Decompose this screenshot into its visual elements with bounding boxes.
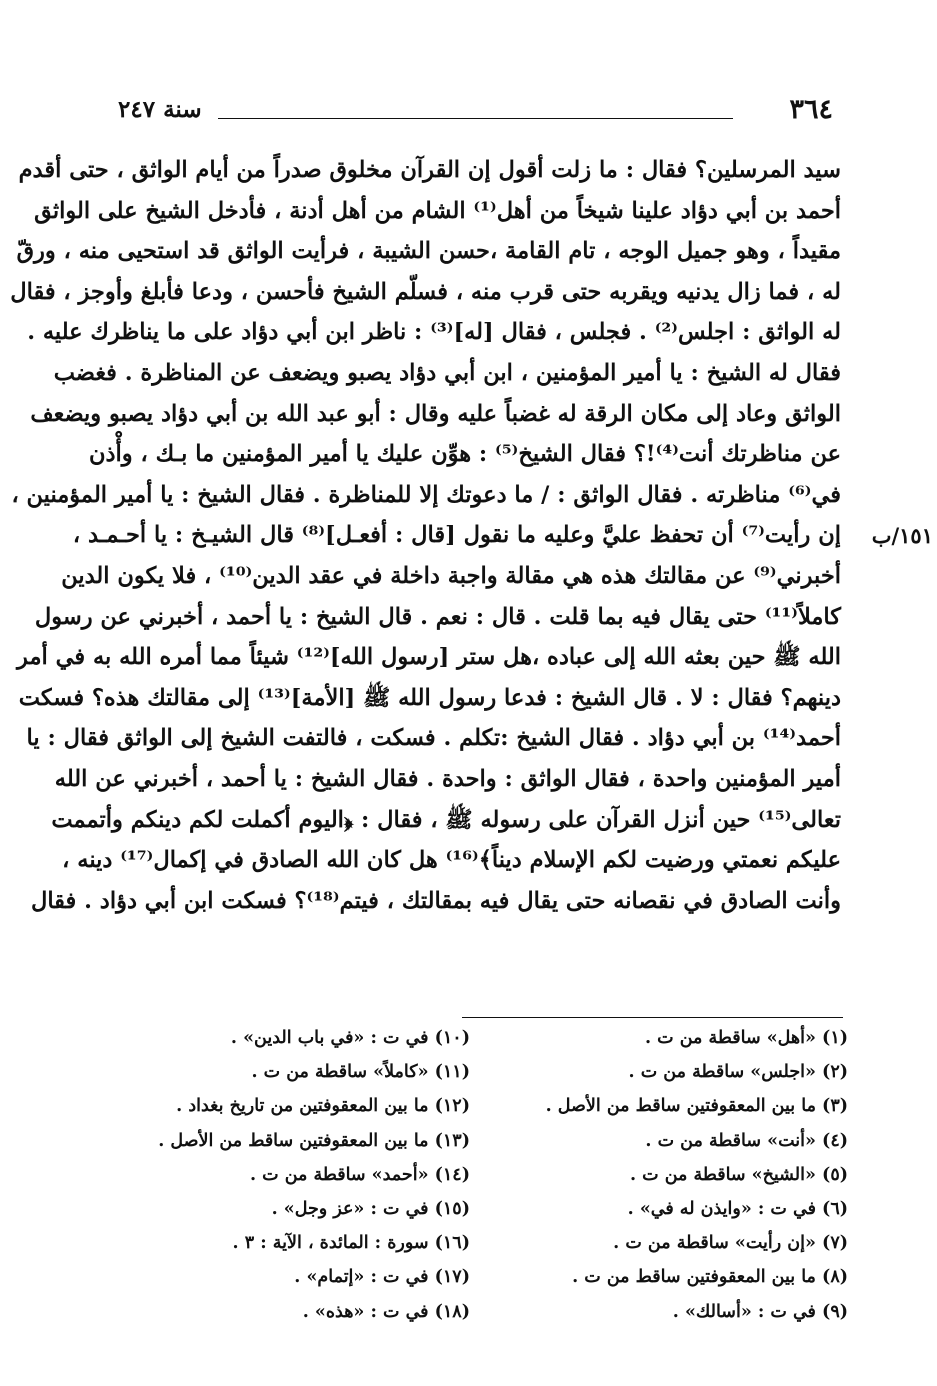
footnotes-left-column — [140, 1028, 470, 1336]
footnote: (١٣) ما بين المعقوفتين ساقط من الأصل . — [158, 1130, 470, 1151]
text-line: أحمد بن أبي دؤاد علينا شيخاً من أهل⁽¹⁾ الشام من أهل أدنة ، فأدخل الشيخ على الواثق — [34, 197, 841, 224]
text-line: عن مناظرتك أنت⁽⁴⁾!؟ فقال الشيخ⁽⁵⁾ : هوِّن عليك يا أمير المؤمنين ما بـك ، وأْذن — [89, 441, 841, 468]
footnote: (٩) في ت : «أسالك» . — [672, 1301, 848, 1322]
footnote: (١٠) في ت : «في باب الدين» . — [230, 1028, 470, 1048]
footnote-rule — [462, 1017, 843, 1018]
text-line: إن رأيت⁽⁷⁾ أن تحفظ عليَّ وعليه ما نقول [قال : أفعـل]⁽⁸⁾ قال الشيـخ : يا أحـمـد ، — [72, 522, 841, 549]
text-line: له ، فما زال يدنيه ويقربه حتى قرب منه ، فسلّم الشيخ فأحسن ، ودعا فأبلغ وأوجز ، فقال — [10, 278, 841, 305]
text-line: في⁽⁶⁾ مناظرته . فقال الواثق : / ما دعوتك إلا للمناظرة . فقال الشيخ : يا أمير المؤمنين ، — [11, 481, 841, 508]
text-line: أخبرني⁽⁹⁾ عن مقالتك هذه هي مقالة واجبة داخلة في عقد الدين⁽¹⁰⁾ ، فلا يكون الدين — [61, 562, 841, 589]
text-line: سيد المرسلين؟ فقال : ما زلت أقول إن القرآن مخلوق صدراً من أيام الواثق ، حتى أقدم — [18, 157, 841, 183]
text-line: أمير المؤمنين واحدة ، فقال الواثق : واحدة . فقال الشيخ : يا أحمد ، أخبرني عن الله — [54, 765, 841, 792]
text-line: وأنت الصادق في نقصانه حتى يقال فيه بمقالتك ، فيتم⁽¹⁸⁾؟ فسكت ابن أبي دؤاد . فقال — [30, 887, 841, 914]
main-text — [10, 150, 841, 921]
text-line: الواثق وعاد إلى مكان الرقة له غضباً عليه وقال : أبو عبد الله بن أبي دؤاد يصبو ويضعف — [30, 400, 841, 427]
text-line: مقيداً ، وهو جميل الوجه ، تام القامة ،حسن الشيبة ، فرأيت الواثق قد استحيى منه ، ورقّ — [16, 238, 841, 265]
text-line: تعالى⁽¹⁵⁾ حين أنزل القرآن على رسوله ﷺ ، فقال : ﴿اليوم أكملت لكم دينكم وأتممت — [51, 806, 841, 833]
text-line: أحمد⁽¹⁴⁾ بن أبي دؤاد . فقال الشيخ :تكلم . فسكت ، فالتفت الشيخ إلى الواثق فقال : يا — [26, 725, 841, 752]
footnote: (١٧) في ت : «إتمام» . — [294, 1267, 470, 1288]
manuscript-folio-marker: ١٥١/ب — [871, 523, 933, 548]
footnote: (٣) ما بين المعقوفتين ساقط من الأصل . — [545, 1096, 848, 1117]
text-line: فقال له الشيخ : يا أمير المؤمنين ، ابن أبي دؤاد يصبو ويضعف عن المناظرة . فغضب — [53, 359, 841, 386]
text-line: الله ﷺ حين بعثه الله إلى عباده ،هل ستر [رسول الله]⁽¹²⁾ شيئاً مما أمره الله به في أمر — [17, 644, 841, 671]
text-line: دينهم؟ فقال : لا . قال الشيخ : فدعا رسول الله ﷺ [الأمة]⁽¹³⁾ إلى مقالتك هذه؟ فسكت — [18, 684, 841, 711]
footnote: (٨) ما بين المعقوفتين ساقط من ت . — [572, 1267, 848, 1288]
text-line: له الواثق : اجلس⁽²⁾ . فجلس ، فقال [له]⁽³⁾ : ناظر ابن أبي دؤاد على ما يناظرك عليه . — [27, 319, 841, 346]
page-number: ٣٦٤ — [789, 94, 833, 125]
text-line: كاملاً⁽¹¹⁾ حتى يقال فيه بما قلت . قال : نعم . قال الشيخ : يا أحمد ، أخبرني عن رسول — [34, 603, 841, 630]
footnote: (٤) «أنت» ساقطة من ت . — [645, 1130, 848, 1151]
footnote: (١٢) ما بين المعقوفتين من تاريخ بغداد . — [176, 1096, 470, 1117]
header-rule — [218, 118, 733, 119]
running-head-year: سنة ٢٤٧ — [118, 96, 202, 123]
footnotes-right-column — [518, 1028, 848, 1336]
footnote: (١١) «كاملاً» ساقطة من ت . — [251, 1062, 470, 1083]
footnote: (٥) «الشيخ» ساقطة من ت . — [629, 1164, 848, 1185]
footnote: (١٦) سورة : المائدة ، الآية : ٣ . — [232, 1233, 470, 1254]
footnote: (١٨) في ت : «هذه» . — [302, 1301, 470, 1322]
text-line: عليكم نعمتي ورضيت لكم الإسلام ديناً﴾⁽¹⁶⁾ هل كان الله الصادق في إكمال⁽¹⁷⁾ دينه ، — [62, 847, 841, 874]
footnote: (١٤) «أحمد» ساقطة من ت . — [249, 1164, 470, 1185]
footnote: (٧) «إن رأيت» ساقطة من ت . — [613, 1233, 848, 1254]
footnote: (٦) في ت : «وايذن له في» . — [627, 1198, 848, 1219]
page-header — [118, 94, 833, 134]
footnote: (١) «أهل» ساقطة من ت . — [644, 1028, 848, 1048]
footnote: (١٥) في ت : «عز وجل» . — [271, 1198, 470, 1219]
footnote: (٢) «اجلس» ساقطة من ت . — [628, 1062, 848, 1083]
